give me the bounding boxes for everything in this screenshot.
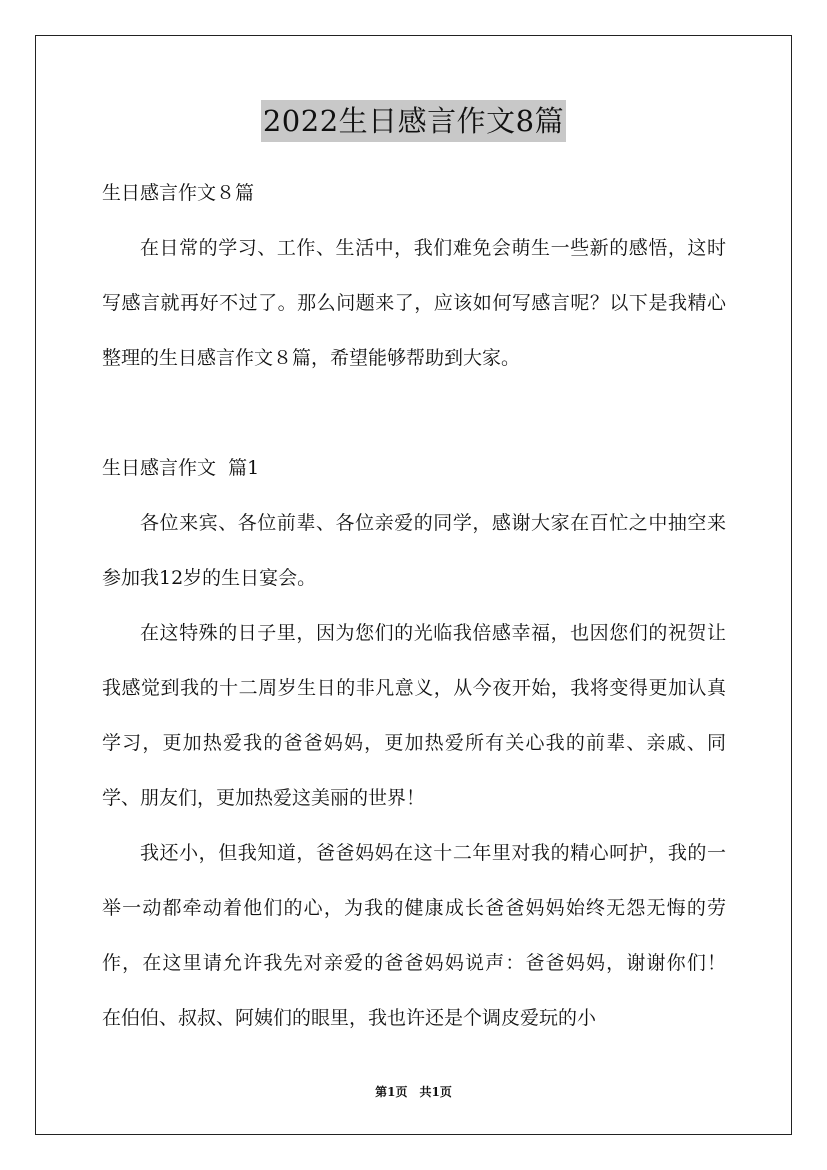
title-container xyxy=(0,100,827,142)
page-number: 第1页 共1页 xyxy=(375,1085,452,1099)
document-body xyxy=(102,166,746,1046)
body-paragraph: 各位来宾、各位前辈、各位亲爱的同学，感谢大家在百忙之中抽空来参加我12岁的生日宴会。 xyxy=(102,512,726,589)
intro-paragraph: 在日常的学习、工作、生活中，我们难免会萌生一些新的感悟，这时写感言就再好不过了。那么问题来了，应该如何写感言呢？以下是我精心整理的生日感言作文８篇，希望能够帮助到大家。 xyxy=(102,237,726,369)
document-subtitle: 生日感言作文８篇 xyxy=(102,182,255,204)
page-footer xyxy=(0,1083,827,1101)
body-paragraph: 在这特殊的日子里，因为您们的光临我倍感幸福，也因您们的祝贺让我感觉到我的十二周岁生日的非凡意义，从今夜开始，我将变得更加认真学习，更加热爱我的爸爸妈妈，更加热爱所有关心我的前辈、亲戚、同学、朋友们，更加热爱这美丽的世界！ xyxy=(102,622,726,809)
body-paragraph: 我还小，但我知道，爸爸妈妈在这十二年里对我的精心呵护，我的一举一动都牵动着他们的心，为我的健康成长爸爸妈妈始终无怨无悔的劳作，在这里请允许我先对亲爱的爸爸妈妈说声：爸爸妈妈，谢谢你们！ 在伯伯、叔叔、阿姨们的眼里，我也许还是个调皮爱玩的小 xyxy=(102,842,746,1029)
document-title: 2022生日感言作文8篇 xyxy=(261,100,566,142)
section-spacer xyxy=(102,386,726,441)
section-heading: 生日感言作文 篇1 xyxy=(102,457,260,479)
